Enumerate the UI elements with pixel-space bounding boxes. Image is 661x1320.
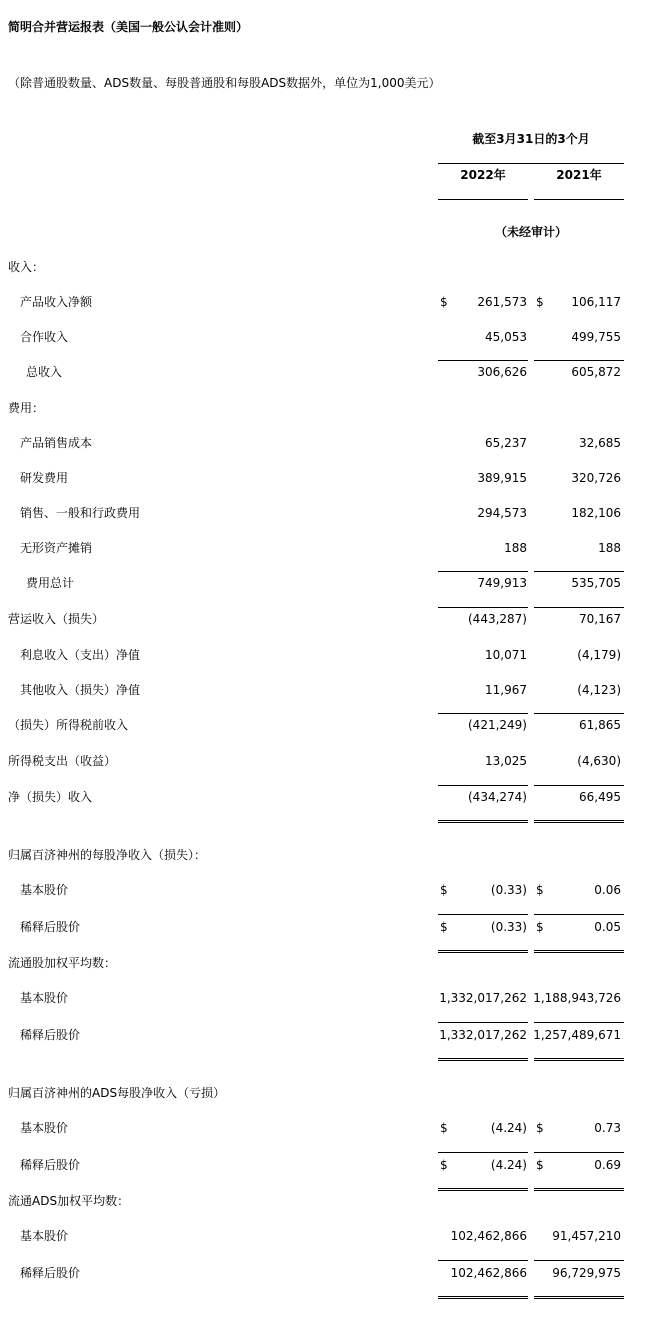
subtotal-rule: [534, 571, 624, 572]
value-2021: 188: [598, 541, 621, 555]
value-2022: (443,287): [468, 612, 527, 626]
value-2022: 102,462,866: [450, 1266, 527, 1280]
value-2022: 1,332,017,262: [439, 1028, 527, 1042]
value-2021: 1,257,489,671: [533, 1028, 621, 1042]
subtotal-rule: [534, 1152, 624, 1153]
row-ads-basic-label: 基本股价: [20, 1229, 69, 1243]
value-2021: (4,123): [577, 683, 621, 697]
value-2022: 261,573: [477, 295, 527, 309]
row-total-revenue-label: 总收入: [26, 365, 63, 379]
row-collab-revenue-label: 合作收入: [20, 330, 69, 344]
value-2021: 96,729,975: [552, 1266, 621, 1280]
currency-symbol: $: [440, 1158, 448, 1172]
row-shares-diluted-label: 稀释后股价: [20, 1028, 81, 1042]
row-ads-eps-basic-label: 基本股价: [20, 1121, 69, 1135]
currency-symbol: $: [536, 883, 544, 897]
currency-symbol: $: [536, 295, 544, 309]
value-2022: 294,573: [477, 506, 527, 520]
year-2022-header: 2022年: [460, 168, 506, 182]
subtotal-rule: [438, 607, 528, 608]
row-amortization-label: 无形资产摊销: [20, 541, 93, 555]
currency-symbol: $: [440, 1121, 448, 1135]
value-2022: 65,237: [485, 436, 527, 450]
value-2021: 1,188,943,726: [533, 991, 621, 1005]
section-eps: 归属百济神州的每股净收入（损失）：: [8, 848, 207, 862]
value-2021: (4,630): [577, 754, 621, 768]
year-2021-underline: [534, 199, 624, 200]
subtotal-rule: [534, 360, 624, 361]
value-2021: 605,872: [571, 365, 621, 379]
value-2021: 0.06: [594, 883, 621, 897]
value-2021: 535,705: [571, 576, 621, 590]
currency-symbol: $: [536, 1158, 544, 1172]
row-product-revenue-label: 产品收入净额: [20, 295, 93, 309]
row-cogs-label: 产品销售成本: [20, 436, 93, 450]
value-2021: 0.69: [594, 1158, 621, 1172]
value-2022: (4.24): [490, 1121, 527, 1135]
section-wavg-shares: 流通股加权平均数：: [8, 956, 117, 970]
value-2022: 10,071: [485, 648, 527, 662]
row-eps-diluted-label: 稀释后股价: [20, 920, 81, 934]
value-2021: 0.05: [594, 920, 621, 934]
value-2021: 66,495: [579, 790, 621, 804]
subtotal-rule: [534, 1260, 624, 1261]
value-2022: 389,915: [477, 471, 527, 485]
row-income-tax-label: 所得税支出（收益）: [8, 754, 117, 768]
value-2022: (421,249): [468, 718, 527, 732]
currency-symbol: $: [440, 883, 448, 897]
year-2021-header: 2021年: [556, 168, 602, 182]
total-double-rule: [438, 1296, 528, 1299]
value-2021: 91,457,210: [552, 1229, 621, 1243]
row-interest-label: 利息收入（支出）净值: [20, 648, 141, 662]
total-double-rule: [534, 1188, 624, 1191]
subtotal-rule: [438, 571, 528, 572]
value-2021: (4,179): [577, 648, 621, 662]
total-double-rule: [534, 1296, 624, 1299]
value-2022: (0.33): [490, 920, 527, 934]
value-2022: 13,025: [485, 754, 527, 768]
total-double-rule: [438, 820, 528, 823]
row-sga-label: 销售、一般和行政费用: [20, 506, 141, 520]
row-shares-basic-label: 基本股价: [20, 991, 69, 1005]
subtotal-rule: [438, 914, 528, 915]
value-2022: (4.24): [490, 1158, 527, 1172]
value-2022: 306,626: [477, 365, 527, 379]
value-2022: (434,274): [468, 790, 527, 804]
row-rnd-label: 研发费用: [20, 471, 69, 485]
value-2022: (0.33): [490, 883, 527, 897]
value-2021: 106,117: [571, 295, 621, 309]
units-note: （除普通股数量、ADS数量、每股普通股和每股ADS数据外，单位为1,000美元）: [8, 76, 441, 90]
currency-symbol: $: [536, 920, 544, 934]
value-2021: 61,865: [579, 718, 621, 732]
value-2022: 749,913: [477, 576, 527, 590]
subtotal-rule: [534, 713, 624, 714]
period-header: 截至3月31日的3个月: [472, 132, 590, 146]
currency-symbol: $: [536, 1121, 544, 1135]
value-2021: 499,755: [571, 330, 621, 344]
value-2021: 32,685: [579, 436, 621, 450]
total-double-rule: [534, 1058, 624, 1061]
currency-symbol: $: [440, 295, 448, 309]
subtotal-rule: [438, 1022, 528, 1023]
value-2022: 102,462,866: [450, 1229, 527, 1243]
currency-symbol: $: [440, 920, 448, 934]
period-underline: [438, 163, 624, 164]
subtotal-rule: [534, 1022, 624, 1023]
row-eps-basic-label: 基本股价: [20, 883, 69, 897]
value-2022: 11,967: [485, 683, 527, 697]
section-ads-eps: 归属百济神州的ADS每股净收入（亏损）: [8, 1086, 226, 1100]
total-double-rule: [438, 950, 528, 953]
subtotal-rule: [438, 785, 528, 786]
section-wavg-ads: 流通ADS加权平均数：: [8, 1194, 130, 1208]
row-pretax-income-label: （损失）所得税前收入: [8, 718, 129, 732]
subtotal-rule: [534, 785, 624, 786]
value-2022: 188: [504, 541, 527, 555]
row-operating-income-label: 营运收入（损失）: [8, 612, 105, 626]
total-double-rule: [438, 1058, 528, 1061]
subtotal-rule: [534, 607, 624, 608]
value-2021: 320,726: [571, 471, 621, 485]
section-expenses: 费用：: [8, 401, 45, 415]
subtotal-rule: [438, 713, 528, 714]
value-2022: 1,332,017,262: [439, 991, 527, 1005]
statement-title: 简明合并营运报表（美国一般公认会计准则）: [8, 20, 249, 34]
unaudited-label: （未经审计）: [494, 225, 567, 239]
value-2022: 45,053: [485, 330, 527, 344]
row-total-expenses-label: 费用总计: [26, 576, 75, 590]
subtotal-rule: [534, 914, 624, 915]
row-ads-diluted-label: 稀释后股价: [20, 1266, 81, 1280]
subtotal-rule: [438, 1152, 528, 1153]
total-double-rule: [438, 1188, 528, 1191]
total-double-rule: [534, 820, 624, 823]
total-double-rule: [534, 950, 624, 953]
value-2021: 0.73: [594, 1121, 621, 1135]
section-revenue: 收入：: [8, 260, 45, 274]
value-2021: 182,106: [571, 506, 621, 520]
row-other-income-label: 其他收入（损失）净值: [20, 683, 141, 697]
value-2021: 70,167: [579, 612, 621, 626]
year-2022-underline: [438, 199, 528, 200]
row-net-income-label: 净（损失）收入: [8, 790, 93, 804]
subtotal-rule: [438, 1260, 528, 1261]
subtotal-rule: [438, 360, 528, 361]
row-ads-eps-diluted-label: 稀释后股价: [20, 1158, 81, 1172]
